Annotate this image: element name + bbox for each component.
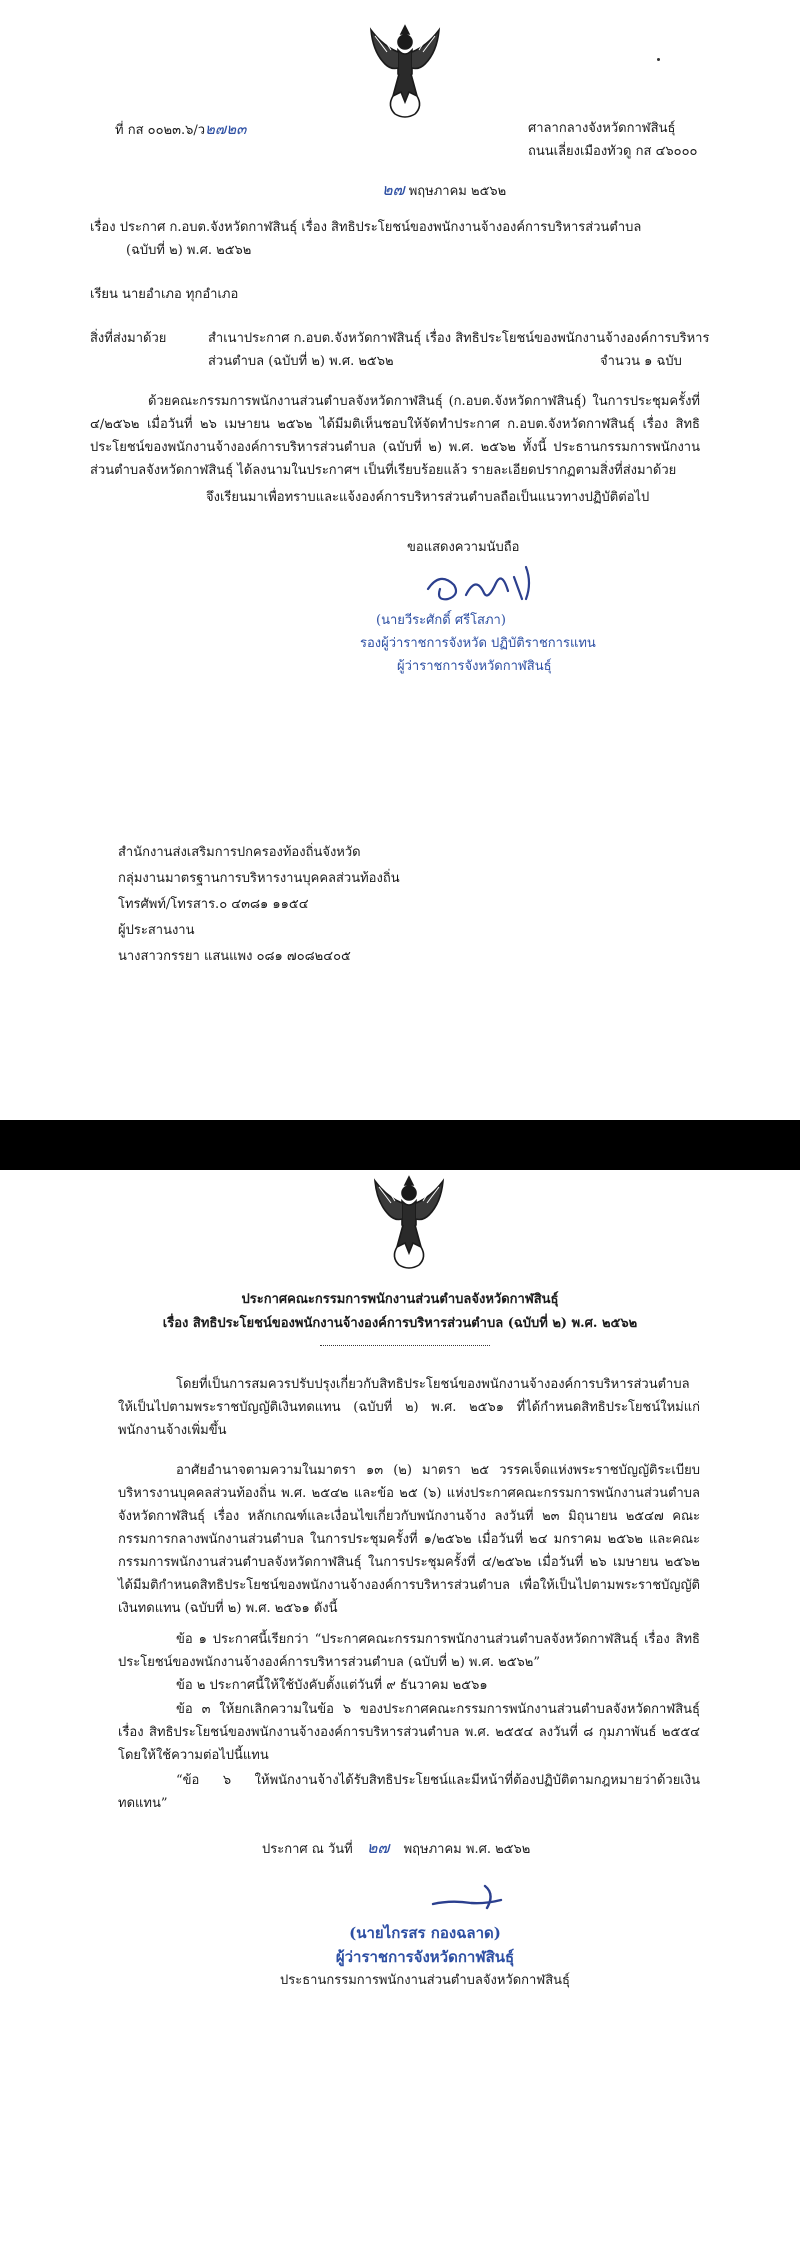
- office-name: ศาลากลางจังหวัดกาฬสินธุ์: [528, 121, 676, 136]
- closing-request: จึงเรียนมาเพื่อทราบและแจ้งองค์การบริหารส่วนตำบลถือเป็นแนวทางปฏิบัติต่อไป: [206, 490, 650, 505]
- salutation: ขอแสดงความนับถือ: [407, 540, 520, 555]
- signature-icon: [418, 555, 558, 610]
- clause-3-quote: “ข้อ ๖ ให้พนักงานจ้างได้รับสิทธิประโยชน์และมีหน้าที่ต้องปฏิบัติตามกฎหมายว่าด้วยเงินทดแทน”: [118, 1773, 700, 1811]
- announcement-title: ประกาศคณะกรรมการพนักงานส่วนตำบลจังหวัดกาฬสินธุ์: [241, 1292, 559, 1307]
- reference-prefix: ที่ กส ๐๐๒๓.๖/ว: [115, 123, 206, 138]
- announced-day-handwritten: ๒๗: [366, 1838, 390, 1857]
- reference-handwritten-number: ๒๗๒๓: [205, 120, 247, 138]
- signer-name: (นายวีระศักดิ์ ศรีโสภา): [376, 613, 506, 628]
- footer-phone: โทรศัพท์/โทรสาร.๐ ๔๓๘๑ ๑๑๕๔: [118, 897, 309, 912]
- clause-3: ข้อ ๓ ให้ยกเลิกความในข้อ ๖ ของประกาศคณะกรรมการพนักงานส่วนตำบลจังหวัดกาฬสินธุ์ เรื่อง สิทธิประโยชน์ของพนักงานจ้างองค์การบริหารส่วนตำบล พ.ศ. ๒๕๕๔ ลงวันที่ ๘ กุมภาพันธ์ ๒๕๕๔ โดยให้ใช้ความต่อไปนี้แทน: [118, 1702, 700, 1763]
- signer-title-2: ผู้ว่าราชการจังหวัดกาฬสินธุ์: [397, 659, 552, 674]
- authority-paragraph: อาศัยอำนาจตามความในมาตรา ๑๓ (๒) มาตรา ๒๕ วรรคเจ็ดแห่งพระราชบัญญัติระเบียบบริหารงานบุคคลส่วนท้องถิ่น พ.ศ. ๒๕๔๒ และข้อ ๒๕ (๖) แห่งประกาศคณะกรรมการพนักงานส่วนตำบลจังหวัดกาฬสินธุ์ เรื่อง หลักเกณฑ์และเงื่อนไขเกี่ยวกับพนักงานจ้าง ลงวันที่ ๒๓ มิถุนายน ๒๕๔๗ คณะกรรมการกลางพนักงานส่วนตำบล ในการประชุมครั้งที่ ๑/๒๕๖๒ เมื่อวันที่ ๒๔ มกราคม ๒๕๖๒ และคณะกรรมการพนักงานส่วนตำบลจังหวัดกาฬสินธุ์ ในการประชุมครั้งที่ ๔/๒๕๖๒ เมื่อวันที่ ๒๖ เมษายน ๒๕๖๒ ได้มีมติกำหนดสิทธิประโยชน์ของพนักงานจ้างองค์การบริหารส่วนตำบล เพื่อให้เป็นไปตามพระราชบัญญัติเงินทดแทน (ฉบับที่ ๒) พ.ศ. ๒๕๖๑ ดังนี้: [118, 1463, 700, 1616]
- footer-coordinator-label: ผู้ประสานงาน: [118, 923, 195, 938]
- date-day-handwritten: ๒๗: [382, 180, 405, 199]
- footer-division: กลุ่มงานมาตรฐานการบริหารงานบุคคลส่วนท้องถิ่น: [118, 871, 400, 886]
- title-divider: [320, 1345, 490, 1346]
- preamble-paragraph: โดยที่เป็นการสมควรปรับปรุงเกี่ยวกับสิทธิประโยชน์ของพนักงานจ้างองค์การบริหารส่วนตำบลให้เป็นไปตามพระราชบัญญัติเงินทดแทน (ฉบับที่ ๒) พ.ศ. ๒๕๖๑ ที่ได้กำหนดสิทธิประโยชน์ใหม่แก่พนักงานจ้างเพิ่มขึ้น: [118, 1377, 700, 1438]
- reference-number: [115, 120, 246, 140]
- office-address: ถนนเลี่ยงเมืองทัวดู กส ๔๖๐๐๐: [528, 144, 698, 159]
- signer-role: ประธานกรรมการพนักงานส่วนตำบลจังหวัดกาฬสินธุ์: [280, 1973, 570, 1988]
- announced-prefix: ประกาศ ณ วันที่: [262, 1842, 353, 1857]
- garuda-emblem-icon: [365, 22, 445, 122]
- body-paragraph: ด้วยคณะกรรมการพนักงานส่วนตำบลจังหวัดกาฬสินธุ์ (ก.อบต.จังหวัดกาฬสินธุ์) ในการประชุมครั้งที่ ๔/๒๕๖๒ เมื่อวันที่ ๒๖ เมษายน ๒๕๖๒ ได้มีมติเห็นชอบให้จัดทำประกาศ ก.อบต.จังหวัดกาฬสินธุ์ เรื่อง สิทธิประโยชน์ของพนักงานจ้างองค์การบริหารส่วนตำบล (ฉบับที่ ๒) พ.ศ. ๒๕๖๒ ทั้งนี้ ประธานกรรมการพนักงานส่วนตำบลจังหวัดกาฬสินธุ์ ได้ลงนามในประกาศฯ เป็นที่เรียบร้อยแล้ว รายละเอียดปรากฏตามสิ่งที่ส่งมาด้วย: [90, 394, 700, 478]
- subject-line-2: (ฉบับที่ ๒) พ.ศ. ๒๕๖๒: [126, 243, 252, 258]
- announced-month-year: พฤษภาคม พ.ศ. ๒๕๖๒: [403, 1842, 531, 1857]
- recipient-line: เรียน นายอำเภอ ทุกอำเภอ: [90, 287, 239, 302]
- announced-date: [262, 1839, 530, 1859]
- footer-coordinator: นางสาวกรรยา แสนแพง ๐๘๑ ๗๐๘๒๔๐๕: [118, 949, 351, 964]
- signer-title: ผู้ว่าราชการจังหวัดกาฬสินธุ์: [335, 1948, 515, 1966]
- letter-page: [0, 0, 800, 1120]
- announcement-subject: เรื่อง สิทธิประโยชน์ของพนักงานจ้างองค์การบริหารส่วนตำบล (ฉบับที่ ๒) พ.ศ. ๒๕๖๒: [162, 1316, 638, 1331]
- footer-department: สำนักงานส่งเสริมการปกครองท้องถิ่นจังหวัด: [118, 845, 361, 860]
- enclosure-label: สิ่งที่ส่งมาด้วย: [90, 331, 167, 346]
- signer-title-1: รองผู้ว่าราชการจังหวัด ปฏิบัติราชการแทน: [360, 636, 596, 651]
- letter-date: [382, 181, 506, 201]
- date-month-year: พฤษภาคม ๒๕๖๒: [408, 184, 507, 199]
- page-separator: [0, 1120, 800, 1170]
- enclosure-line-1: สำเนาประกาศ ก.อบต.จังหวัดกาฬสินธุ์ เรื่อง สิทธิประโยชน์ของพนักงานจ้างองค์การบริหาร: [208, 331, 710, 346]
- subject-line-1: เรื่อง ประกาศ ก.อบต.จังหวัดกาฬสินธุ์ เรื่อง สิทธิประโยชน์ของพนักงานจ้างองค์การบริหารส่วนตำบล: [90, 220, 642, 235]
- clause-2: ข้อ ๒ ประกาศนี้ให้ใช้บังคับตั้งแต่วันที่ ๙ ธันวาคม ๒๕๖๑: [176, 1678, 488, 1693]
- clause-1: ข้อ ๑ ประกาศนี้เรียกว่า “ประกาศคณะกรรมการพนักงานส่วนตำบลจังหวัดกาฬสินธุ์ เรื่อง สิทธิประโยชน์ของพนักงานจ้างองค์การบริหารส่วนตำบล (ฉบับที่ ๒) พ.ศ. ๒๕๖๒”: [118, 1632, 700, 1670]
- announcement-page: [0, 1170, 800, 2266]
- garuda-emblem-icon: [369, 1173, 449, 1273]
- scan-speck: [657, 58, 660, 61]
- signer-name: (นายไกรสร กองฉลาด): [349, 1924, 501, 1942]
- signature-icon: [425, 1870, 515, 1920]
- enclosure-count: จำนวน ๑ ฉบับ: [600, 354, 682, 369]
- enclosure-line-2: ส่วนตำบล (ฉบับที่ ๒) พ.ศ. ๒๕๖๒: [208, 354, 394, 369]
